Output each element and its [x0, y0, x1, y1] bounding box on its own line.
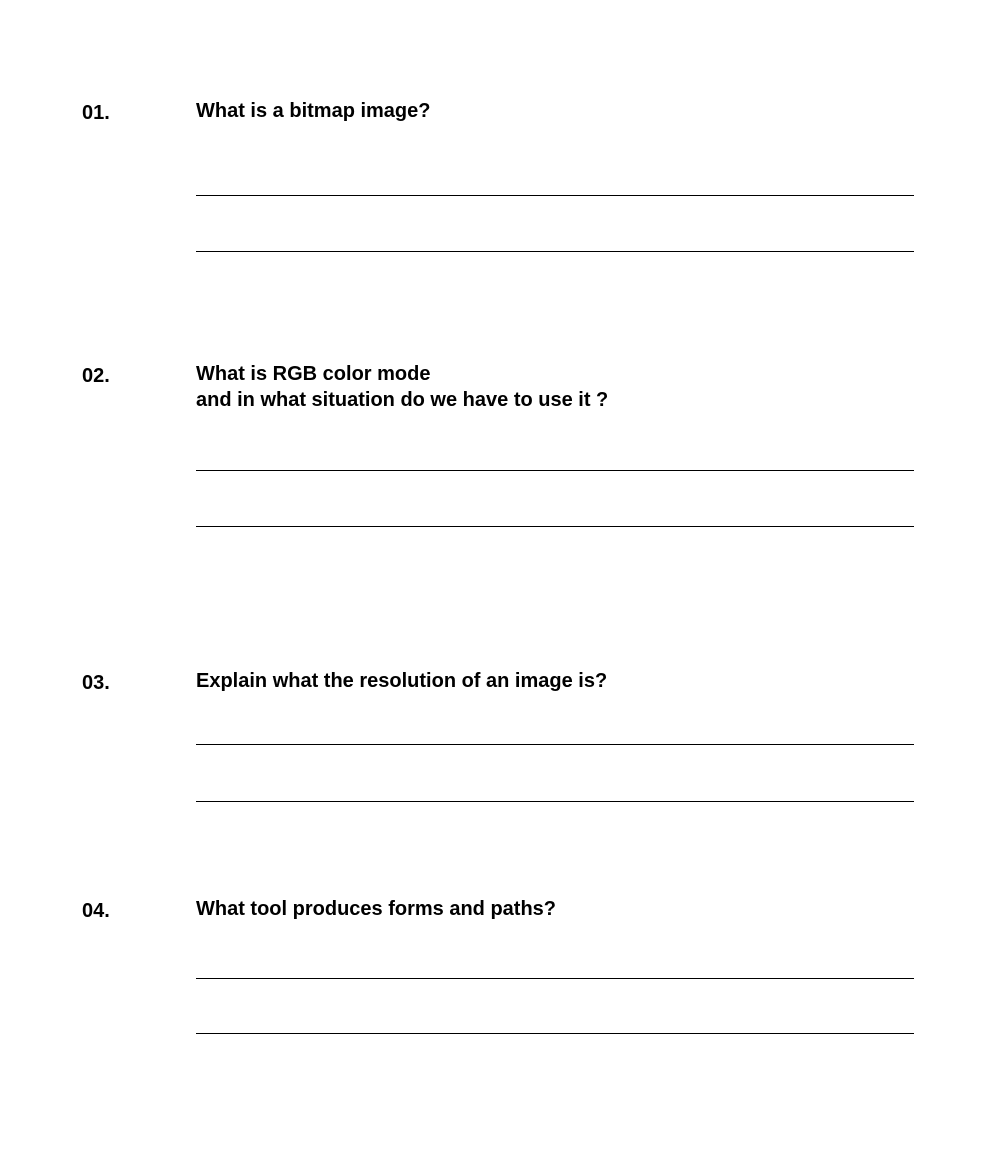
question-text-line: What is a bitmap image?	[196, 100, 431, 122]
answer-line[interactable]	[196, 1033, 914, 1034]
question-text-line: and in what situation do we have to use it ?	[196, 389, 609, 411]
question-text	[196, 668, 916, 694]
question-text-line: What is RGB color mode	[196, 363, 431, 385]
question-text	[196, 361, 916, 413]
question-text-line: What tool produces forms and paths?	[196, 898, 557, 920]
question-text	[196, 98, 916, 124]
question-number: 03.	[82, 672, 110, 694]
answer-line[interactable]	[196, 801, 914, 802]
answer-line[interactable]	[196, 470, 914, 471]
answer-line[interactable]	[196, 744, 914, 745]
question-number: 01.	[82, 102, 110, 124]
question-number: 04.	[82, 900, 110, 922]
answer-line[interactable]	[196, 195, 914, 196]
answer-line[interactable]	[196, 978, 914, 979]
question-number: 02.	[82, 365, 110, 387]
question-text-line: Explain what the resolution of an image is?	[196, 670, 608, 692]
answer-line[interactable]	[196, 526, 914, 527]
question-text	[196, 896, 916, 922]
answer-line[interactable]	[196, 251, 914, 252]
